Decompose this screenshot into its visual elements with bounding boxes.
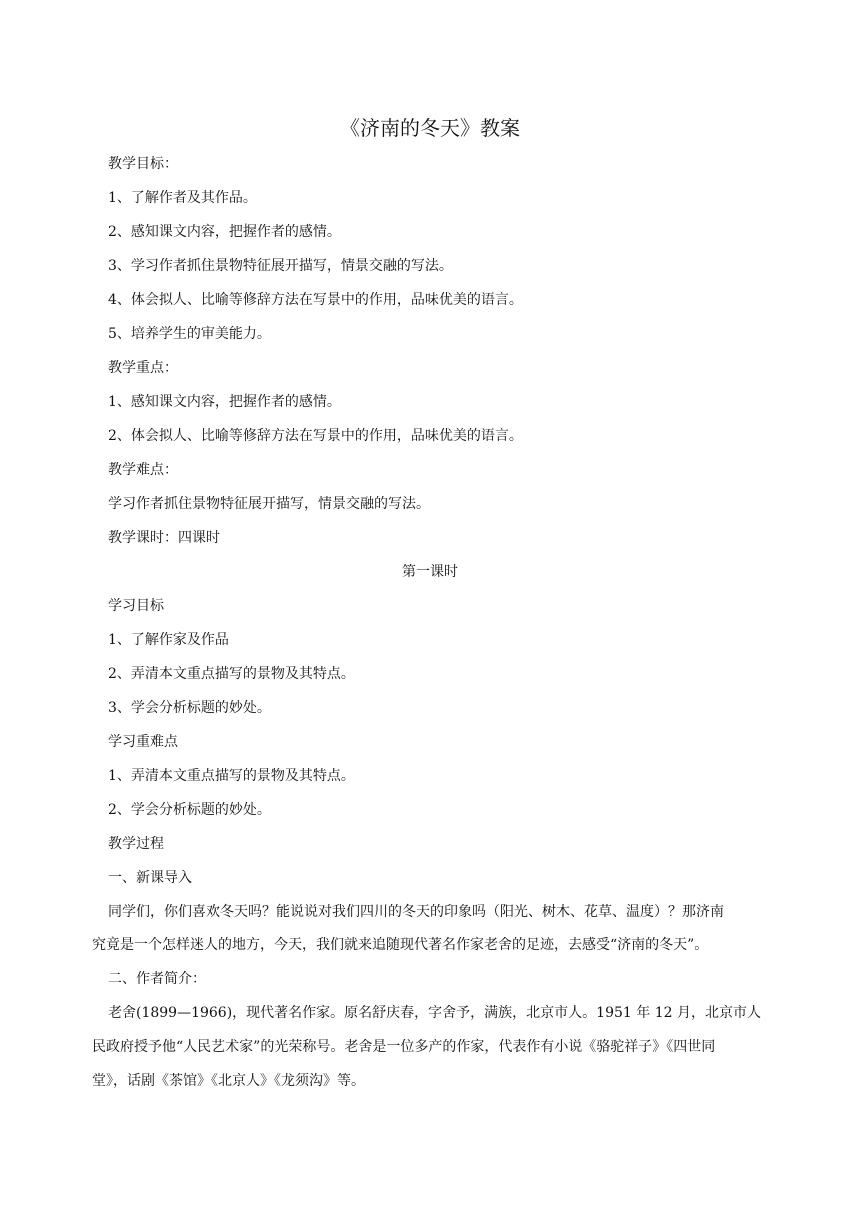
study-goal-1: 1、了解作家及作品 bbox=[108, 632, 229, 648]
goal-item-3: 3、学习作者抓住景物特征展开描写，情景交融的写法。 bbox=[108, 258, 453, 274]
study-goal-2: 2、弄清本文重点描写的景物及其特点。 bbox=[108, 666, 355, 682]
process-heading: 教学过程 bbox=[108, 836, 164, 852]
study-difficulty-heading: 学习重难点 bbox=[108, 734, 178, 750]
key-point-2: 2、体会拟人、比喻等修辞方法在写景中的作用，品味优美的语言。 bbox=[108, 428, 523, 444]
intro-heading: 一、新课导入 bbox=[108, 870, 192, 886]
author-paragraph-line-2: 民政府授予他“人民艺术家”的光荣称号。老舍是一位多产的作家，代表作有小说《骆驼祥子》《四世同 bbox=[92, 1039, 716, 1055]
key-point-1: 1、感知课文内容，把握作者的感情。 bbox=[108, 394, 341, 410]
study-goal-3: 3、学会分析标题的妙处。 bbox=[108, 700, 271, 716]
class-hours: 教学课时：四课时 bbox=[108, 530, 220, 546]
difficulty-item: 学习作者抓住景物特征展开描写，情景交融的写法。 bbox=[108, 496, 430, 512]
goal-item-5: 5、培养学生的审美能力。 bbox=[108, 326, 271, 342]
difficulty-heading: 教学难点： bbox=[108, 462, 178, 478]
goal-item-1: 1、了解作者及其作品。 bbox=[108, 190, 257, 206]
intro-paragraph-line-1: 同学们，你们喜欢冬天吗？能说说对我们四川的冬天的印象吗（阳光、树木、花草、温度）？那济南 bbox=[108, 904, 724, 920]
study-difficulty-1: 1、弄清本文重点描写的景物及其特点。 bbox=[108, 768, 355, 784]
author-heading: 二、作者简介： bbox=[108, 971, 206, 987]
document-title: 《济南的冬天》教案 bbox=[340, 116, 520, 140]
goal-item-2: 2、感知课文内容，把握作者的感情。 bbox=[108, 224, 341, 240]
teaching-goals-heading: 教学目标： bbox=[108, 156, 178, 172]
author-paragraph-line-3: 堂》，话剧《茶馆》《北京人》《龙须沟》等。 bbox=[92, 1073, 365, 1089]
study-difficulty-2: 2、学会分析标题的妙处。 bbox=[108, 802, 271, 818]
author-paragraph-line-1: 老舍(1899—1966)，现代著名作家。原名舒庆春，字舍予，满族，北京市人。1951 年 12 月，北京市人 bbox=[108, 1005, 761, 1021]
intro-paragraph-line-2: 究竟是一个怎样迷人的地方，今天，我们就来追随现代著名作家老舍的足迹，去感受“济南的冬天”。 bbox=[92, 937, 709, 953]
key-points-heading: 教学重点： bbox=[108, 360, 178, 376]
goal-item-4: 4、体会拟人、比喻等修辞方法在写景中的作用，品味优美的语言。 bbox=[108, 292, 523, 308]
study-goals-heading: 学习目标 bbox=[108, 598, 164, 614]
section-heading: 第一课时 bbox=[402, 564, 458, 580]
